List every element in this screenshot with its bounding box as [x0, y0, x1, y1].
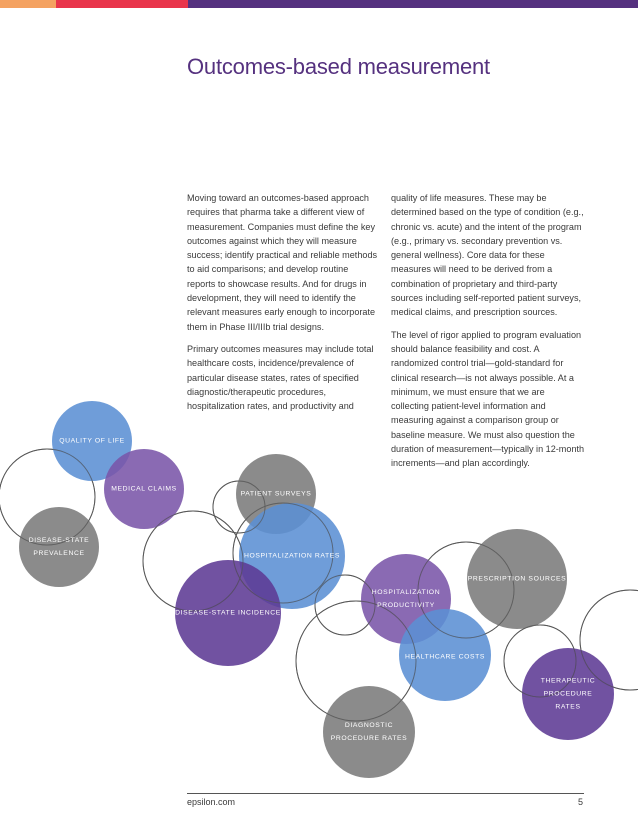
- patient-surveys-label: PATIENT SURVEYS: [240, 490, 312, 498]
- healthcare-costs-label: HEALTHCARE COSTS: [404, 653, 486, 661]
- paragraph: quality of life measures. These may be determined based on the type of condition (e.g., chronic vs. acute) and the intent of the program (e.g., primary vs. secondary prevention vs. general wellness). Core data for these measures will need to be derived from a combination of proprietary and third-party sources including self-reported patient surveys, medical claims, and prescription sources.: [391, 193, 584, 318]
- medical-claims-label: MEDICAL CLAIMS: [111, 485, 177, 493]
- quality-of-life-label: QUALITY OF LIFE: [59, 437, 125, 445]
- prescription-sources-label: PRESCRIPTION SOURCES: [467, 575, 567, 583]
- therapeutic-procedure-rates-label: THERAPEUTIC PROCEDURE RATES: [540, 677, 596, 711]
- paragraph: Moving toward an outcomes-based approach requires that pharma take a different view of measurement. Companies must define the key outcomes against which they will measure success; identify practical and reliable methods to aid comparisons; and develop routine reports to showcase results. And for drugs in development, they will need to identify the relevant measures early enough to incorporate them in Phase III/IIIb trial designs.: [187, 193, 378, 332]
- page-number: 5: [578, 797, 584, 807]
- disease-state-prevalence-label: DISEASE-STATE PREVALENCE: [28, 537, 90, 557]
- diagnostic-procedure-rates-label: DIAGNOSTIC PROCEDURE RATES: [330, 722, 408, 742]
- footer-divider: [187, 793, 584, 794]
- disease-state-incidence-label: DISEASE-STATE INCIDENCE: [175, 609, 281, 617]
- paragraph: Primary outcomes measures may include total healthcare costs, incidence/prevalence of particular disease states, rates of specified diagnostic/therapeutic procedures, hospitalization rates, and productivity and: [187, 343, 374, 412]
- hospitalization-productivity-label: HOSPITALIZATION PRODUCTIVITY: [371, 589, 441, 609]
- hospitalization-rates-label: HOSPITALIZATION RATES: [243, 552, 341, 560]
- paragraph: The level of rigor applied to program evaluation should balance feasibility and cost. A randomized control trial—gold-standard for clinical research—is not always possible. At a minimum, we must ensure that we are collecting patient-level information and measuring against a comparison group or baseline measure. We must also question the duration of measurement—typically in 12-month increments—and plan accordingly.: [391, 329, 585, 469]
- footer-website: epsilon.com: [187, 797, 236, 807]
- page-title: Outcomes-based measurement: [187, 54, 490, 79]
